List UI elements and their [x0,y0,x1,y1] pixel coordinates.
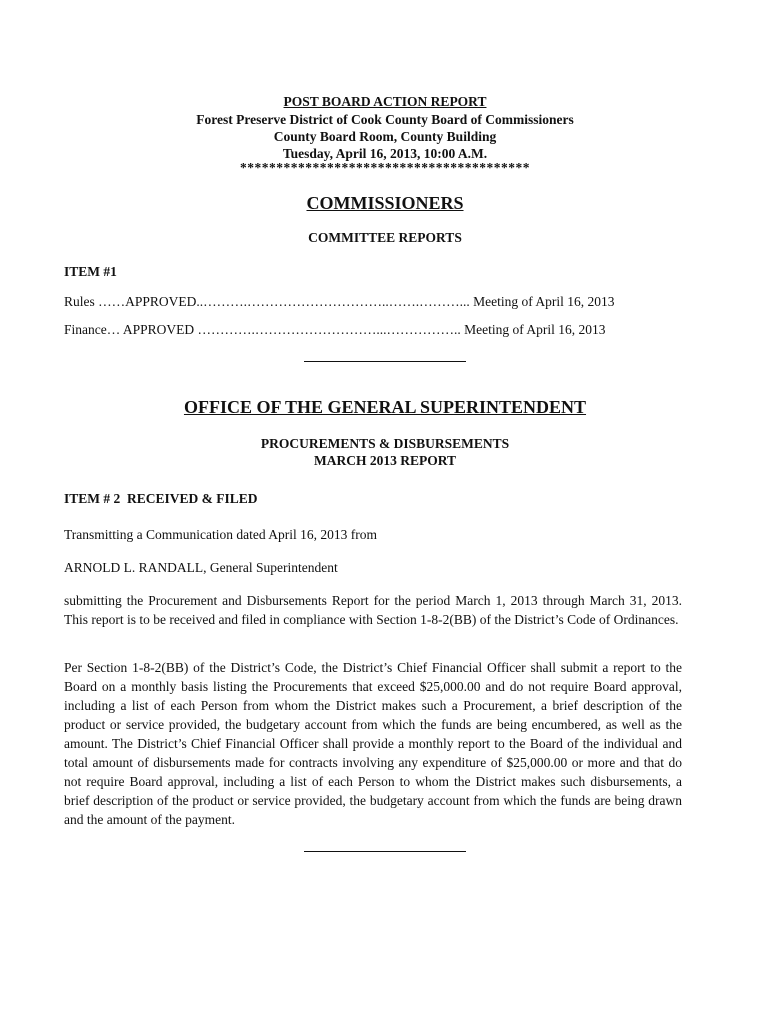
committee-row-meeting: Meeting of April 16, 2013 [464,322,606,337]
report-subtitle-board: Forest Preserve District of Cook County Board of Commissioners [196,112,574,127]
header-star-divider: **************************************** [240,160,530,175]
section-explanation-paragraph: Per Section 1-8-2(BB) of the District’s Code, the District’s Chief Financial Officer shall submit a report to the Board on a monthly basis listing the Procurements that exceed $25,000.00 and do not require Board approval, including a list of each Person from whom the District makes such a Procurement, a brief description of the product or service provided, the budgetary account from which the funds are being encumbered, as well as the amount. The District’s Chief Financial Officer shall provide a monthly report to the Board of the individual and total amount of disbursements made for contracts involving any expenditure of $25,000.00 or more and that do not require Board approval, including a list of each Person to whom the District makes such disbursements, a brief description of the product or service provided, the budgetary account from which the funds are being drawn and the amount of the payment. [64,660,682,827]
committee-row-meeting: Meeting of April 16, 2013 [473,294,615,309]
procurements-heading: PROCUREMENTS & DISBURSEMENTS [260,436,510,451]
committee-row-rules [64,292,660,311]
committee-row-finance [64,320,660,339]
report-subtitle-date: Tuesday, April 16, 2013, 10:00 A.M. [282,146,488,161]
committee-row-label: Finance… APPROVED ………….………………………...…………….. [64,322,461,337]
sender-line: ARNOLD L. RANDALL, General Superintendent [64,560,338,575]
submission-paragraph: submitting the Procurement and Disbursements Report for the period March 1, 2013 through March 31, 2013. This report is to be received and filed in compliance with Section 1-8-2(BB) of the District’s Code of Ordinances. [64,593,682,627]
item-1-label: ITEM #1 [64,264,117,279]
section-divider [304,361,466,362]
transmittal-line: Transmitting a Communication dated April 16, 2013 from [64,527,377,542]
report-subtitle-location: County Board Room, County Building [273,129,497,144]
superintendent-heading: OFFICE OF THE GENERAL SUPERINTENDENT [183,397,587,417]
commissioners-heading: COMMISSIONERS [306,193,464,213]
committee-reports-heading: COMMITTEE REPORTS [308,230,462,245]
end-divider [304,851,466,852]
item-2-label: ITEM # 2 RECEIVED & FILED [64,491,258,506]
march-report-heading: MARCH 2013 REPORT [313,453,457,468]
report-title: POST BOARD ACTION REPORT [283,94,487,109]
committee-row-label: Rules ……APPROVED..……….…………………………..…….………... [64,294,470,309]
